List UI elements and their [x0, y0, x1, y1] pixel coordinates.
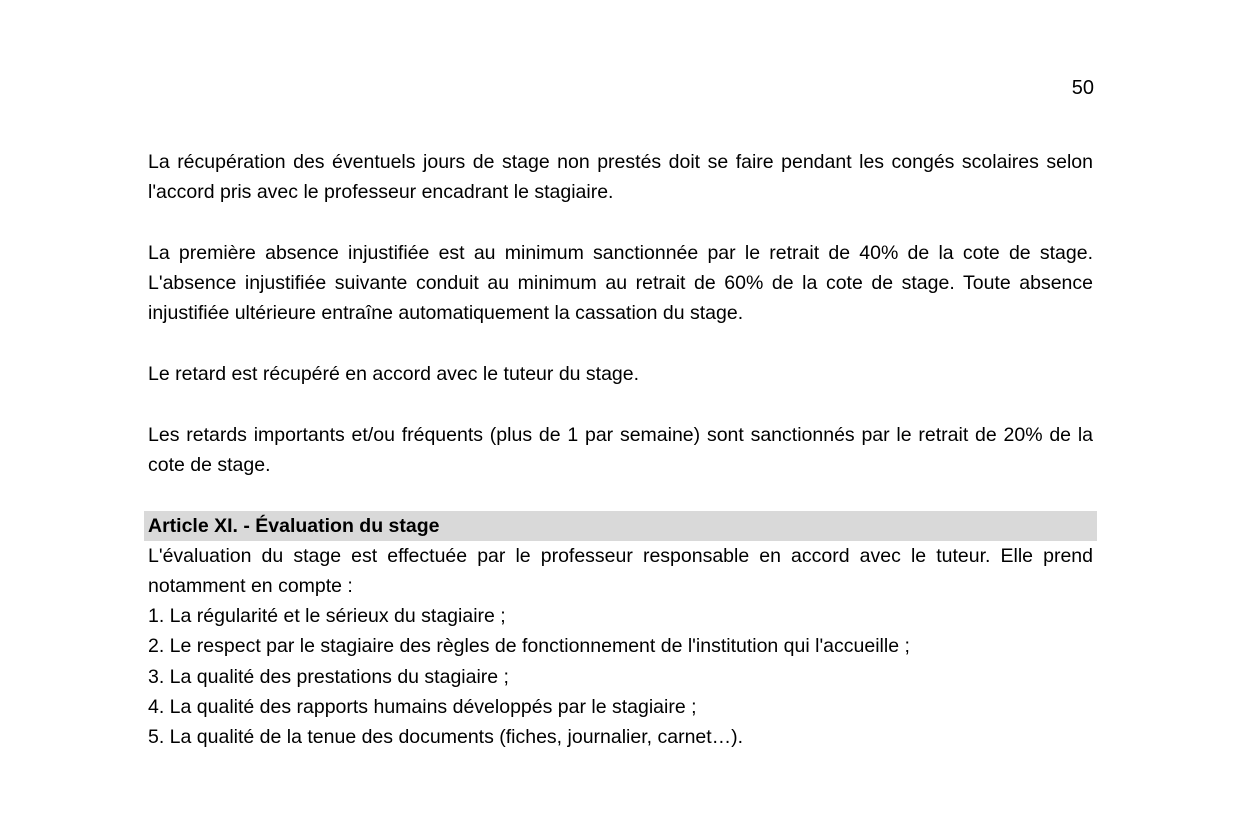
paragraph-spacer	[148, 480, 1093, 510]
paragraph-absences: La première absence injustifiée est au minimum sanctionnée par le retrait de 40% de la cote de stage. L'absence injustifiée suivante conduit au minimum au retrait de 60% de la cote de stage. Toute absence injustifiée ultérieure entraîne automatiquement la cassation du stage.	[148, 241, 1093, 325]
document-body	[148, 147, 1093, 753]
list-item: 2. Le respect par le stagiaire des règles de fonctionnement de l'institution qui l'accueille ;	[148, 635, 910, 658]
paragraph-retard: Le retard est récupéré en accord avec le tuteur du stage.	[148, 363, 640, 386]
paragraph-spacer	[148, 329, 1093, 359]
list-item: 1. La régularité et le sérieux du stagiaire ;	[148, 605, 506, 628]
paragraph-spacer	[148, 208, 1093, 238]
list-item: 3. La qualité des prestations du stagiaire ;	[148, 665, 509, 688]
article-heading: Article XI. - Évaluation du stage	[144, 511, 1097, 541]
paragraph-recuperation: La récupération des éventuels jours de stage non prestés doit se faire pendant les congés scolaires selon l'accord pris avec le professeur encadrant le stagiaire.	[148, 151, 1093, 204]
paragraph-spacer	[148, 389, 1093, 419]
list-item: 5. La qualité de la tenue des documents (fiches, journalier, carnet…).	[148, 726, 744, 749]
article-intro: L'évaluation du stage est effectuée par le professeur responsable en accord avec le tuteur. Elle prend notamment en compte :	[148, 544, 1093, 597]
evaluation-criteria-list	[148, 601, 1093, 752]
paragraph-retards-frequents: Les retards importants et/ou fréquents (plus de 1 par semaine) sont sanctionnés par le retrait de 20% de la cote de stage.	[148, 423, 1093, 476]
page-number: 50	[1071, 77, 1094, 99]
list-item: 4. La qualité des rapports humains développés par le stagiaire ;	[148, 696, 697, 719]
